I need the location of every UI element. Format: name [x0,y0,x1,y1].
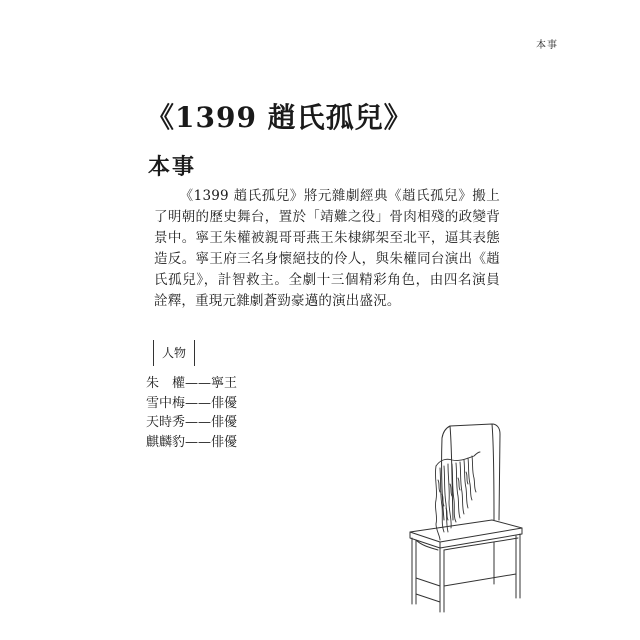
play-title: 《1399 趙氏孤兒》 [146,101,413,134]
character-list [146,374,237,452]
character-entry: 麒麟豹——俳優 [146,434,238,450]
synopsis-paragraph: 《1399 趙氏孤兒》將元雜劇經典《趙氏孤兒》搬上了明朝的歷史舞台，置於「靖難之役」骨肉相殘的政變背景中。寧王朱權被親哥哥燕王朱棣綁架至北平，逼其表態造反。寧王府三名身懷絕技的伶人，與朱權同台演出《趙氏孤兒》，計智救主。全劇十三個精彩角色，由四名演員詮釋，重現元雜劇蒼勁豪邁的演出盛況。 [154,188,500,309]
persons-heading: 人物 [153,340,195,366]
character-entry: 雪中梅——俳優 [146,395,238,411]
running-header: 本事 [536,40,558,51]
character-entry: 朱 權——寧王 [146,376,238,391]
character-entry: 天時秀——俳優 [146,415,238,430]
chair-with-beard-illustration [396,408,544,620]
section-heading: 本事 [148,154,197,180]
